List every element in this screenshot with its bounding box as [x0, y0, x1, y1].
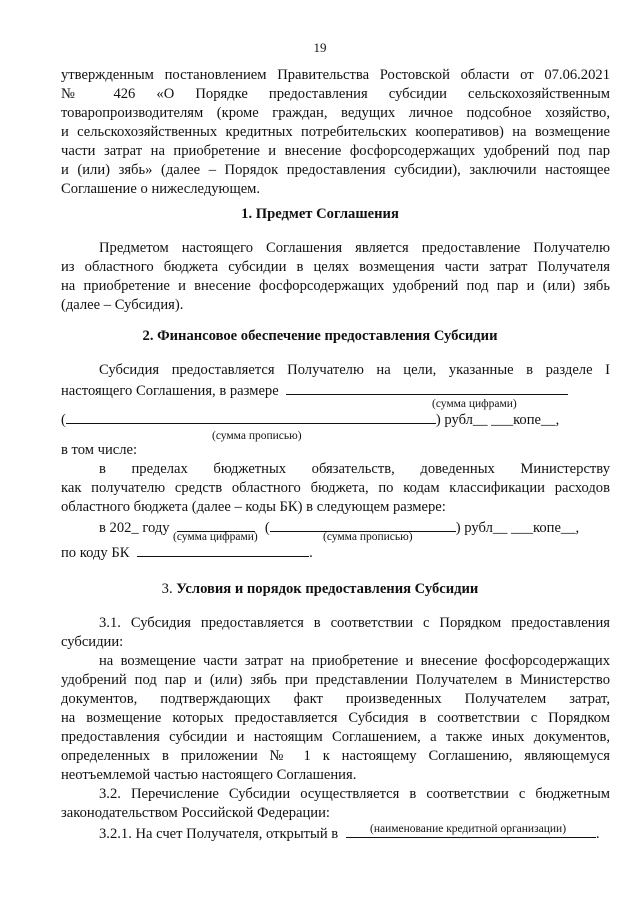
intro-line: и сельскохозяйственных кредитных потребительских кооперативов) на возмещение: [61, 124, 610, 140]
year-label: в 202_ году: [99, 520, 170, 536]
section-1-line: из областного бюджета субсидии в целях возмещения части затрат Получателя: [61, 259, 610, 275]
amount-words-field[interactable]: [66, 409, 436, 424]
section-3-line: неотъемлемой частью настоящего Соглашения.: [61, 767, 357, 783]
page-number: 19: [313, 40, 327, 55]
bk-label: по коду БК: [61, 545, 130, 561]
section-3-number: 3.: [161, 581, 173, 597]
caption-sum-digits-2: (сумма цифрами): [173, 531, 258, 543]
amount-label: настоящего Соглашения, в размере: [61, 383, 279, 399]
bank-tail: .: [595, 826, 600, 842]
section-1-line: Предметом настоящего Соглашения является предоставление Получателю: [99, 240, 610, 256]
intro-line: № 426 «О Порядке предоставления субсидии сельскохозяйственным: [61, 86, 610, 102]
amount-digits-field[interactable]: [286, 380, 568, 395]
amount-row: [61, 380, 610, 399]
intro-paragraph: [61, 66, 610, 199]
section-3-line: на возмещение части затрат на приобретение и внесение фосфорсодержащих: [99, 653, 610, 669]
paren-open: (: [61, 412, 66, 428]
section-3-line: субсидии:: [61, 634, 124, 650]
section-3-line: законодательством Российской Федерации:: [61, 805, 330, 821]
section-3-line: документов, подтверждающих факт произведенных Получателем затрат,: [61, 691, 610, 707]
section-3-line: удобрений под пар и (или) зябь при представлении Получателем в Министерство: [61, 672, 610, 688]
section-2-line: как получателю средств областного бюджета, по кодам классификации расходов: [61, 480, 610, 496]
section-3-line: 3.2. Перечисление Субсидии осуществляется в соответствии с бюджетным: [99, 786, 610, 802]
intro-line: товаропроизводителям (кроме граждан, ведущих личное подсобное хозяйство,: [61, 105, 610, 121]
amount-words-row: [61, 409, 610, 428]
section-3-title: [0, 580, 640, 599]
intro-line: и (или) зябь» (далее – Порядок предоставления субсидии), заключили настоящее: [61, 162, 610, 178]
year-rub-tail: ) рубл__ ___копе__,: [455, 520, 580, 536]
caption-sum-words: (сумма прописью): [212, 430, 302, 442]
section-3-line: 3.1. Субсидия предоставляется в соответствии с Порядком предоставления: [99, 615, 610, 631]
section-2-line: областного бюджета (далее – коды БК) в следующем размере:: [61, 499, 446, 515]
bk-code-field[interactable]: [137, 542, 309, 557]
rub-tail: ) рубл__ ___копе__,: [435, 412, 560, 428]
bk-tail: .: [309, 545, 313, 561]
bk-row: [61, 542, 610, 561]
section-1-title: 1. Предмет Соглашения: [241, 206, 399, 222]
caption-bank-name: (наименование кредитной организации): [370, 823, 567, 835]
section-2-line: в пределах бюджетных обязательств, доведенных Министерству: [99, 461, 610, 477]
year-words-field[interactable]: [270, 517, 456, 532]
section-3-line: на возмещение которых предоставляется Субсидия в соответствии с Порядком: [61, 710, 610, 726]
section-3-line: определенных в приложении № 1 к настоящему Соглашению, являющемуся: [61, 748, 610, 764]
bank-label: 3.2.1. На счет Получателя, открытый в: [99, 826, 339, 842]
section-2-line: Субсидия предоставляется Получателю на цели, указанные в разделе I: [99, 362, 610, 378]
caption-sum-digits: (сумма цифрами): [432, 398, 517, 410]
intro-line: утвержденным постановлением Правительства Ростовской области от 07.06.2021: [61, 67, 610, 83]
section-3-line: предоставления субсидии и настоящим Соглашением, а также иных документов,: [61, 729, 610, 745]
section-1-line: на приобретение и внесение фосфорсодержащих удобрений под пар и (или) зябь: [61, 278, 610, 294]
intro-line: части затрат на приобретение и внесение фосфорсодержащих удобрений под пар: [61, 143, 610, 159]
section-1-body: [61, 239, 610, 315]
section-2-title: 2. Финансовое обеспечение предоставления Субсидии: [142, 328, 498, 344]
year-digits-field[interactable]: [177, 517, 255, 532]
year-paren-open: (: [264, 520, 270, 536]
section-2-including: [61, 441, 610, 536]
caption-sum-words-2: (сумма прописью): [323, 531, 413, 543]
section-3-body: [61, 614, 610, 842]
section-2-body: [61, 361, 610, 399]
intro-line: Соглашение о нижеследующем.: [61, 181, 261, 197]
including-label: в том числе:: [61, 442, 138, 458]
section-3-title-text: Условия и порядок предоставления Субсидии: [176, 581, 479, 597]
section-1-line: (далее – Субсидия).: [61, 297, 184, 313]
